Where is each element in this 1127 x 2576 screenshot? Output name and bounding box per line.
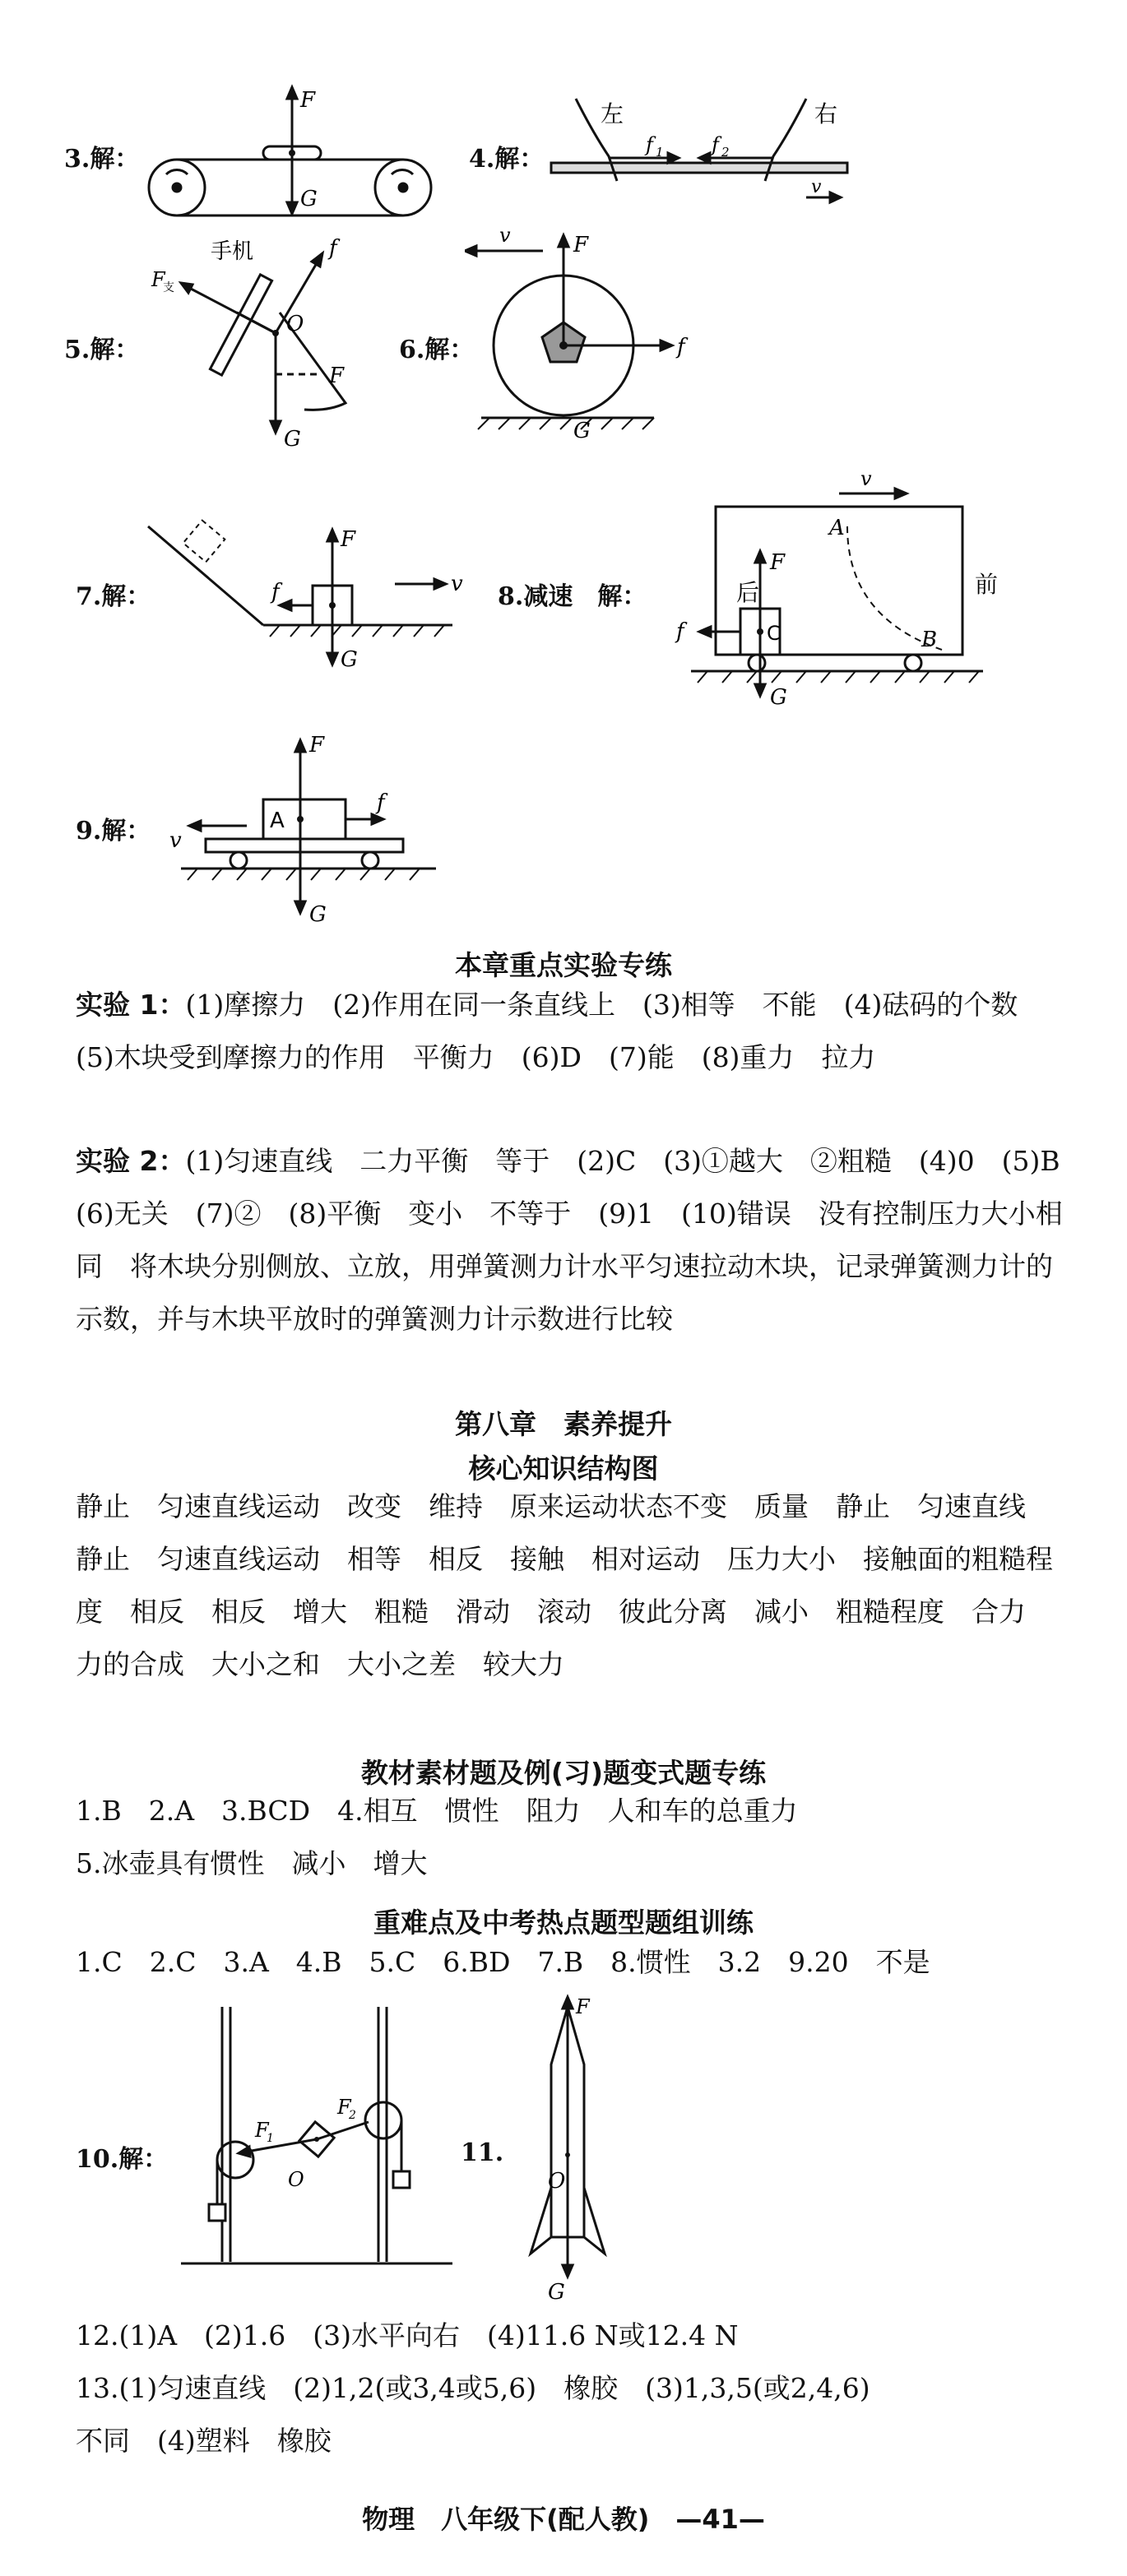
q8-A: A <box>829 516 845 540</box>
q6-F: F <box>573 233 589 257</box>
q8-v: v <box>860 469 872 490</box>
q8-front: 前 <box>975 571 999 598</box>
q7-figure <box>140 510 485 674</box>
q4-f2: f <box>712 133 719 156</box>
q11-O: O <box>548 2169 566 2194</box>
q5-label: 5.解： <box>64 336 140 364</box>
q5-Fzhi: F <box>151 268 165 291</box>
experiment-1-text: (1)摩擦力 (2)作用在同一条直线上 (3)相等 不能 (4)砝码的个数 (5)木块受到摩擦力的作用 平衡力 (6)D (7)能 (8)重力 拉力 <box>76 989 1046 1073</box>
knowledge-map-title: 核心知识结构图 <box>468 1452 659 1485</box>
q8-F: F <box>770 550 786 575</box>
experiment-2-label: 实验 2： <box>76 1145 186 1177</box>
q6-v: v <box>499 224 511 247</box>
q8-f: f <box>676 619 684 644</box>
q9-label: 9.解： <box>76 817 151 846</box>
page-footer: 物理 八年级下(配人教) —41— <box>362 2504 765 2535</box>
q3-G: G <box>300 187 318 211</box>
q4-f1sub: 1 <box>656 145 664 160</box>
experiment-1-label: 实验 1： <box>76 989 186 1021</box>
q10-F1sub: 1 <box>267 2132 274 2145</box>
experiment-2-answer <box>76 1135 1088 1346</box>
q4-label: 4.解： <box>469 145 545 174</box>
q4-f2sub: 2 <box>721 145 730 160</box>
experiment-1-answer <box>76 979 1071 1084</box>
textbook-variants-line-2: 5.冰壶具有惯性 减小 增大 <box>76 1847 428 1879</box>
hot-topics-line-1: 1.C 2.C 3.A 4.B 5.C 6.BD 7.B 8.惯性 3.2 9.20 不是 <box>76 1946 930 1978</box>
q9-G: G <box>309 902 327 927</box>
q4-f1: f <box>646 133 653 156</box>
q11-figure <box>510 1990 625 2303</box>
q9-F: F <box>309 733 325 758</box>
q10-F2: F <box>337 2096 351 2119</box>
q4-v: v <box>811 177 822 197</box>
q7-v: v <box>451 572 463 596</box>
q4-right: 右 <box>814 100 838 127</box>
q10-F1: F <box>255 2119 269 2142</box>
knowledge-map-answers: 静止 匀速直线运动 改变 维持 原来运动状态不变 质量 静止 匀速直线 静止 匀速直线运动 相等 相反 接触 相对运动 压力大小 接触面的粗糙程度 相反 相反 增大 粗糙 滑动 滚动 彼此分离 减小 粗糙程度 合力 力的合成 大小之和 大小之差 较大力 <box>76 1490 1053 1680</box>
textbook-variants-line-1: 1.B 2.A 3.BCD 4.相互 惯性 阻力 人和车的总重力 <box>76 1795 798 1827</box>
q7-F: F <box>341 527 356 552</box>
q5-figure <box>132 222 378 469</box>
q5-f: f <box>329 236 337 261</box>
q10-F2sub: 2 <box>349 2109 356 2122</box>
answer-12: 12.(1)A (2)1.6 (3)水平向右 (4)11.6 N或12.4 N <box>76 2319 739 2351</box>
answer-13-line-1: 13.(1)匀速直线 (2)1,2(或3,4或5,6) 橡胶 (3)1,3,5(或2,4,6) <box>76 2372 870 2404</box>
q9-A: A <box>270 808 285 833</box>
q8-back: 后 <box>736 579 760 606</box>
q7-G: G <box>341 647 358 672</box>
q11-G: G <box>548 2280 565 2303</box>
q11-label: 11. <box>461 2138 504 2167</box>
q3-F: F <box>300 88 316 113</box>
q9-f: f <box>377 790 385 815</box>
q5-phone: 手机 <box>211 239 254 264</box>
q5-F: F <box>329 364 345 388</box>
q3-label: 3.解： <box>64 145 140 174</box>
q8-G: G <box>770 685 787 707</box>
section-experiments-title: 本章重点实验专练 <box>455 949 672 981</box>
q8-label: 8.减速 解： <box>498 582 647 611</box>
chapter-title: 第八章 素养提升 <box>455 1408 672 1440</box>
q6-figure <box>465 222 712 444</box>
q7-label: 7.解： <box>76 582 151 611</box>
q5-G: G <box>284 427 301 452</box>
q9-v: v <box>169 828 182 853</box>
q8-figure <box>658 469 1028 707</box>
q8-C: C <box>767 622 781 645</box>
q4-figure <box>543 90 872 214</box>
q5-O: O <box>286 312 304 336</box>
q10-label: 10.解： <box>76 2145 169 2174</box>
q9-figure <box>165 724 461 929</box>
experiment-2-text: (1)匀速直线 二力平衡 等于 (2)C (3)①越大 ②粗糙 (4)0 (5)B (6)无关 (7)② (8)平衡 变小 不等于 (9)1 (10)错误 没有控制压力大小相同 将木块分别侧放、立放，用弹簧测力计水平匀速拉动木块，记录弹簧测力计的示数，并与木块平放时的弹簧测力计示数进行比较 <box>76 1145 1088 1335</box>
hot-topics-title: 重难点及中考热点题型题组训练 <box>373 1907 754 1939</box>
q7-f: f <box>271 580 280 605</box>
q10-figure <box>181 1999 452 2270</box>
q8-B: B <box>921 628 938 652</box>
q11-F: F <box>576 1995 590 2018</box>
q6-f: f <box>677 335 685 359</box>
answer-13-line-2: 不同 (4)塑料 橡胶 <box>76 2425 332 2457</box>
q4-left: 左 <box>601 100 624 127</box>
q5-Fzhi-sub: 支 <box>163 281 174 294</box>
q3-figure <box>132 82 444 230</box>
textbook-variants-title: 教材素材题及例(习)题变式题专练 <box>360 1757 767 1789</box>
q10-O: O <box>288 2168 304 2191</box>
q6-label: 6.解： <box>399 336 475 364</box>
q6-G: G <box>573 419 591 443</box>
